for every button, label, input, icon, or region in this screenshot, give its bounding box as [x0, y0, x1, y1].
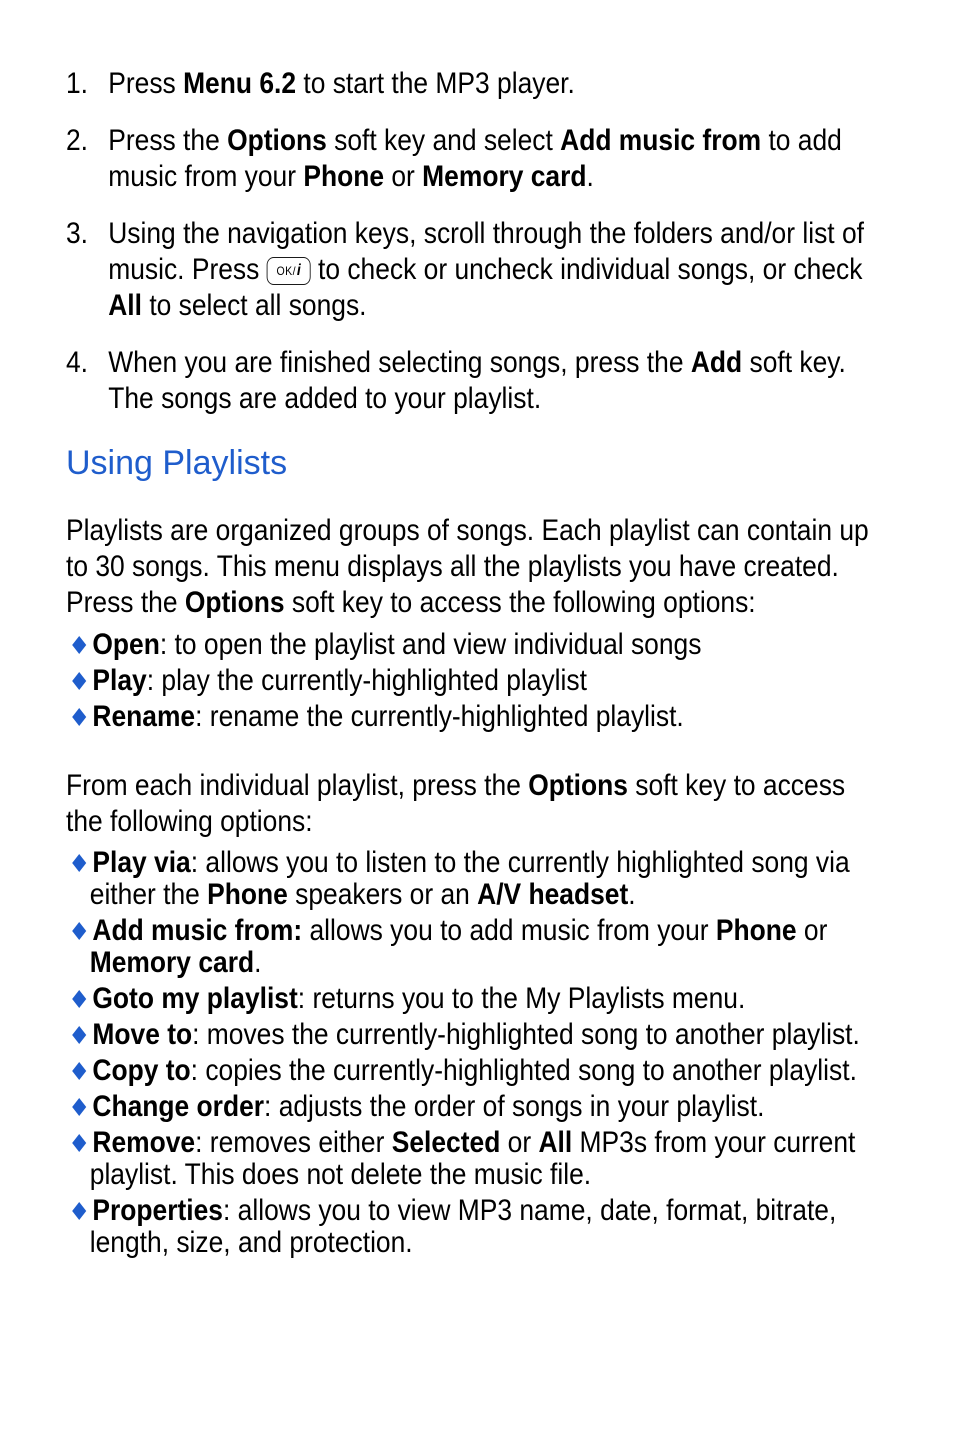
text-line: [90, 1091, 848, 1123]
step-item: [66, 123, 847, 195]
bullet-diamond-icon: [71, 1134, 87, 1152]
section-heading: Using Playlists: [66, 444, 288, 482]
bullet-text: [90, 847, 848, 911]
bold-term: Menu 6.2: [183, 67, 297, 100]
bullet-diamond-icon: [71, 1062, 87, 1080]
bold-term: Memory card: [422, 160, 587, 193]
bullet-diamond-icon: [71, 922, 87, 940]
bold-term: Add music from: [560, 124, 762, 157]
bold-term: Add music from:: [92, 914, 303, 947]
bold-term: Move to: [92, 1018, 193, 1051]
text-line: [108, 381, 847, 417]
bullet-item: [66, 1054, 857, 1087]
text-run: soft key.: [742, 346, 846, 379]
text-line: [90, 879, 848, 911]
text-run: : play the currently-highlighted playlist: [146, 664, 587, 697]
text-line: [90, 1018, 860, 1051]
bullet-text: [90, 915, 848, 979]
ok-key-symbol: i: [296, 262, 301, 280]
text-line: [108, 288, 864, 324]
bold-term: Phone: [715, 914, 797, 947]
text-line: [90, 699, 848, 735]
text-run: : to open the playlist and view individual songs: [159, 628, 702, 661]
text-line: [90, 627, 848, 663]
bullet-diamond-icon: [71, 1202, 87, 1220]
text-line: [66, 549, 847, 585]
text-run: speakers or an: [287, 878, 478, 911]
bullet-diamond-icon: [71, 990, 87, 1008]
text-line: [90, 947, 848, 979]
text-run: music from your: [108, 160, 304, 193]
text-run: The songs are added to your playlist.: [108, 382, 542, 415]
bold-term: Add: [690, 346, 743, 379]
bullet-item: [66, 627, 847, 663]
bold-term: Options: [227, 124, 327, 157]
bullet-item: [66, 1091, 847, 1123]
text-run: to 30 songs. This menu displays all the playlists you have created.: [66, 550, 839, 583]
text-run: length, size, and protection.: [89, 1226, 413, 1259]
bold-term: Goto my playlist: [92, 982, 298, 1015]
text-run: either the: [89, 878, 208, 911]
bold-term: Rename: [92, 700, 196, 733]
text-line: [108, 159, 847, 195]
bold-term: Properties: [92, 1194, 223, 1227]
text-line: [90, 663, 848, 699]
ok-key-label: OK/: [276, 264, 297, 279]
text-run: to start the MP3 player.: [296, 67, 575, 100]
text-run: MP3s from your current: [572, 1126, 856, 1159]
step-number: 4.: [66, 346, 89, 379]
step-text: [108, 345, 847, 417]
intro-paragraph: [66, 513, 869, 621]
text-line: [66, 513, 869, 549]
text-run: or: [796, 914, 828, 947]
bullet-item: [66, 1018, 860, 1051]
text-run: : allows you to listen to the currently highlighted song via: [190, 846, 850, 879]
bold-term: Options: [528, 769, 628, 802]
text-run: : rename the currently-highlighted playlist.: [195, 700, 684, 733]
text-line: [66, 585, 847, 621]
text-run: Press the: [66, 586, 185, 619]
bullet-diamond-icon: [71, 708, 87, 726]
bullet-item: [66, 1126, 856, 1191]
text-run: to select all songs.: [141, 289, 367, 322]
text-line: [90, 983, 848, 1015]
bullet-text: [90, 1018, 860, 1051]
bullet-item: [66, 1195, 847, 1259]
bullet-diamond-icon: [71, 1026, 87, 1044]
bold-term: Options: [184, 586, 285, 619]
step-item: [66, 216, 864, 324]
playlist-options-list: [66, 627, 847, 735]
text-line: [90, 915, 848, 947]
text-run: soft key to access: [627, 769, 846, 802]
text-run: or: [500, 1126, 539, 1159]
text-line: [90, 1054, 857, 1087]
text-run: .: [586, 160, 594, 193]
bold-term: Memory card: [89, 946, 255, 979]
step-text: [108, 123, 847, 195]
bullet-diamond-icon: [71, 672, 87, 690]
bold-term: Phone: [303, 160, 385, 193]
bullet-item: [66, 846, 850, 911]
bold-term: Selected: [391, 1126, 501, 1159]
text-line: [108, 66, 847, 102]
bullet-item: [66, 699, 847, 735]
bullet-diamond-icon: [71, 854, 87, 872]
text-run: soft key to access the following options:: [284, 586, 756, 619]
text-run: .: [254, 946, 262, 979]
text-run: Using the navigation keys, scroll through the folders and/or list of: [108, 217, 864, 250]
bullet-text: [90, 663, 848, 699]
text-line: [108, 345, 847, 381]
step-number: 1.: [66, 67, 89, 100]
text-run: soft key and select: [326, 124, 561, 157]
bold-term: Change order: [92, 1090, 265, 1123]
text-run: playlist. This does not delete the music file.: [89, 1158, 592, 1191]
text-line: [66, 804, 847, 840]
text-run: When you are finished selecting songs, press the: [108, 346, 691, 379]
text-line: [90, 1227, 848, 1259]
text-line: [66, 768, 847, 804]
text-line: [108, 216, 864, 252]
step-item: [66, 345, 847, 417]
bold-term: Phone: [207, 878, 288, 911]
step-text: [108, 66, 847, 102]
text-line: [90, 1159, 848, 1191]
text-run: : adjusts the order of songs in your playlist.: [264, 1090, 765, 1123]
bold-term: Play: [92, 664, 147, 697]
text-run: From each individual playlist, press the: [66, 769, 529, 802]
text-run: music. Press: [108, 253, 267, 286]
text-line: [108, 252, 864, 288]
bold-term: All: [538, 1126, 573, 1159]
bullet-item: [66, 663, 847, 699]
bullet-text: [90, 699, 848, 735]
bullet-text: [90, 1091, 848, 1123]
step-number: 2.: [66, 124, 89, 157]
text-run: Press: [108, 67, 184, 100]
text-run: .: [628, 878, 636, 911]
step-number: 3.: [66, 217, 89, 250]
text-run: or: [384, 160, 423, 193]
bold-term: Remove: [92, 1126, 196, 1159]
text-run: Playlists are organized groups of songs. Each playlist can contain up: [66, 514, 869, 547]
text-run: to add: [761, 124, 842, 157]
text-run: : copies the currently-highlighted song to another playlist.: [190, 1054, 857, 1087]
bold-term: A/V headset: [477, 878, 629, 911]
steps-list: [66, 66, 864, 417]
bullet-item: [66, 983, 847, 1015]
text-run: the following options:: [66, 805, 313, 838]
text-line: [108, 123, 847, 159]
text-run: to check or uncheck individual songs, or check: [310, 253, 863, 286]
bullet-diamond-icon: [71, 1098, 87, 1116]
bold-term: Copy to: [92, 1054, 191, 1087]
bold-term: Play via: [92, 846, 191, 879]
individual-playlist-paragraph: [66, 768, 847, 840]
text-run: Press the: [108, 124, 228, 157]
bullet-text: [90, 627, 848, 663]
bullet-item: [66, 915, 847, 979]
bullet-diamond-icon: [71, 636, 87, 654]
text-run: : moves the currently-highlighted song to another playlist.: [192, 1018, 860, 1051]
text-run: allows you to add music from your: [302, 914, 716, 947]
step-text: [108, 216, 864, 324]
bold-term: Open: [92, 628, 160, 661]
text-line: [90, 1195, 848, 1227]
text-line: [90, 1126, 856, 1159]
text-run: : returns you to the My Playlists menu.: [297, 982, 746, 1015]
individual-options-list: [66, 846, 860, 1259]
bullet-text: [90, 983, 848, 1015]
bullet-text: [90, 1054, 857, 1087]
text-run: : allows you to view MP3 name, date, format, bitrate,: [222, 1194, 837, 1227]
ok-key-icon: [267, 257, 311, 285]
bullet-text: [90, 1195, 848, 1259]
bullet-text: [89, 1126, 856, 1191]
text-run: : removes either: [195, 1126, 392, 1159]
bold-term: All: [108, 289, 142, 322]
step-item: [66, 66, 847, 102]
text-line: [90, 847, 848, 879]
